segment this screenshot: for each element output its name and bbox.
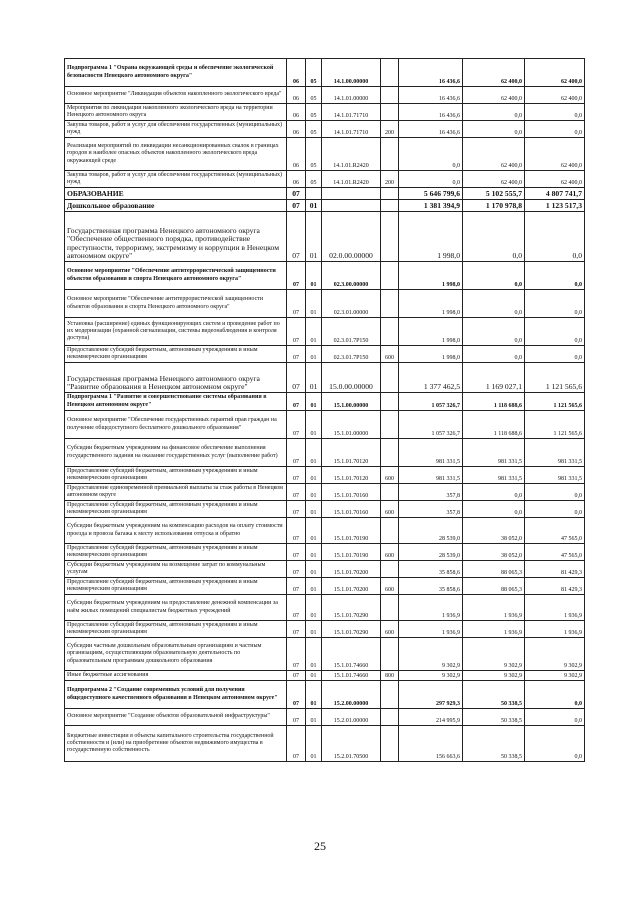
row-expense-type-code: 600 [381,578,399,595]
row-amount-year-2: 9 302,9 [463,638,525,671]
row-section-code: 06 [287,121,306,138]
table-row [65,318,585,346]
row-name: Иные бюджетные ассигнования [65,671,287,681]
table-row [65,87,585,104]
row-amount-year-2: 5 102 555,7 [463,188,525,200]
row-name: Мероприятия по ликвидации накопленного экологического вреда на территории Ненецкого автономного округа [65,104,287,121]
row-name: Субсидии бюджетным учреждениям на финансовое обеспечение выполнения государственного задания на оказание государственных услуг (выполнение работ) [65,439,287,467]
row-section-code: 07 [287,621,306,638]
row-expense-type-code [381,638,399,671]
row-amount-year-1: 357,8 [399,484,463,501]
row-name: Субсидии бюджетным учреждениям на предоставление денежной компенсации за наём жилых помещений специалистам бюджетных учреждений [65,595,287,621]
row-amount-year-2: 9 302,9 [463,671,525,681]
row-target-article-code: 15.1.01.70200 [322,578,381,595]
row-subsection-code: 01 [306,518,322,544]
row-section-code: 07 [287,467,306,484]
row-target-article-code: 15.2.01.00000 [322,709,381,726]
row-expense-type-code [381,439,399,467]
row-target-article-code [322,200,381,212]
table-row [65,393,585,411]
row-name: Предоставление субсидий бюджетным, автономным учреждениям и иным некоммерческим организациям [65,501,287,518]
row-amount-year-2: 38 052,0 [463,544,525,561]
row-amount-year-2: 62 400,0 [463,171,525,188]
row-amount-year-2: 0,0 [463,121,525,138]
row-subsection-code: 01 [306,200,322,212]
row-subsection-code: 01 [306,484,322,501]
row-amount-year-1: 1 057 326,7 [399,393,463,411]
row-subsection-code: 01 [306,544,322,561]
row-expense-type-code [381,726,399,762]
row-amount-year-3: 9 302,9 [525,671,585,681]
row-section-code: 07 [287,726,306,762]
row-target-article-code: 14.1.01.R2420 [322,171,381,188]
table-row [65,621,585,638]
row-amount-year-2: 50 338,5 [463,709,525,726]
row-target-article-code: 02.3.00.00000 [322,262,381,290]
row-amount-year-1: 297 929,3 [399,681,463,709]
row-amount-year-3: 9 302,9 [525,638,585,671]
row-expense-type-code: 600 [381,346,399,363]
table-row [65,439,585,467]
row-target-article-code: 15.1.01.70290 [322,621,381,638]
row-target-article-code [322,188,381,200]
table-row [65,411,585,439]
row-amount-year-1: 1 377 462,5 [399,363,463,393]
row-name: Основное мероприятие "Ликвидация объектов накопленного экологического вреда" [65,87,287,104]
row-target-article-code: 02.3.01.00000 [322,290,381,318]
row-name: Предоставление субсидий бюджетным, автономным учреждениям и иным некоммерческим организациям [65,544,287,561]
row-amount-year-1: 1 998,0 [399,346,463,363]
table-row [65,544,585,561]
row-amount-year-3: 0,0 [525,212,585,262]
row-amount-year-2: 1 936,9 [463,621,525,638]
row-target-article-code: 15.1.01.74660 [322,638,381,671]
row-section-code: 07 [287,595,306,621]
row-name: Предоставление субсидий бюджетным, автономным учреждениям и иным некоммерческим организациям [65,346,287,363]
row-amount-year-1: 1 998,0 [399,262,463,290]
row-amount-year-1: 1 936,9 [399,595,463,621]
row-amount-year-2: 0,0 [463,290,525,318]
row-amount-year-1: 1 998,0 [399,290,463,318]
row-name: Основное мероприятие "Обеспечение антитеррористической защищенности объектов образования и спорта Ненецкого автономного округа" [65,262,287,290]
row-amount-year-3: 0,0 [525,262,585,290]
row-amount-year-1: 9 302,9 [399,671,463,681]
row-subsection-code: 05 [306,87,322,104]
row-name: Бюджетные инвестиции в объекты капитального строительства государственной собственности и (или) на приобретение объектов недвижимого имущества в государственную собственность [65,726,287,762]
row-target-article-code: 14.1.00.00000 [322,59,381,87]
row-expense-type-code [381,290,399,318]
row-target-article-code: 15.0.00.00000 [322,363,381,393]
row-name: Подпрограмма 1 "Развитие и совершенствование системы образования в Ненецком автономном округе" [65,393,287,411]
row-amount-year-3: 981 331,5 [525,439,585,467]
row-target-article-code: 14.1.01.71710 [322,104,381,121]
row-section-code: 07 [287,212,306,262]
row-section-code: 06 [287,138,306,171]
row-amount-year-2: 0,0 [463,212,525,262]
row-amount-year-3: 981 331,5 [525,467,585,484]
table-row [65,121,585,138]
row-amount-year-3: 0,0 [525,484,585,501]
row-target-article-code: 15.1.01.70190 [322,544,381,561]
row-subsection-code: 01 [306,346,322,363]
row-amount-year-3: 0,0 [525,346,585,363]
budget-table-page [64,58,584,762]
row-amount-year-1: 16 436,6 [399,104,463,121]
row-target-article-code: 15.1.01.70120 [322,467,381,484]
table-row [65,171,585,188]
row-amount-year-2: 50 338,5 [463,681,525,709]
row-target-article-code: 02.3.01.7P150 [322,346,381,363]
table-row [65,484,585,501]
row-expense-type-code: 200 [381,121,399,138]
row-target-article-code: 02.0.00.00000 [322,212,381,262]
row-amount-year-2: 1 170 978,8 [463,200,525,212]
row-amount-year-1: 1 936,9 [399,621,463,638]
row-expense-type-code [381,59,399,87]
row-expense-type-code: 200 [381,171,399,188]
row-expense-type-code [381,393,399,411]
row-amount-year-3: 1 121 565,6 [525,393,585,411]
table-row [65,638,585,671]
row-expense-type-code [381,363,399,393]
table-row [65,518,585,544]
row-amount-year-1: 16 436,6 [399,87,463,104]
row-target-article-code: 14.1.01.71710 [322,121,381,138]
table-row [65,200,585,212]
row-amount-year-1: 35 858,6 [399,578,463,595]
row-amount-year-2: 88 065,3 [463,578,525,595]
row-name: ОБРАЗОВАНИЕ [65,188,287,200]
row-amount-year-2: 1 936,9 [463,595,525,621]
row-target-article-code: 14.1.01.00000 [322,87,381,104]
row-name: Дошкольное образование [65,200,287,212]
row-name: Основное мероприятие "Обеспечение антитеррористической защищенности объектов образования и спорта Ненецкого автономного округа" [65,290,287,318]
table-row [65,561,585,578]
row-section-code: 07 [287,709,306,726]
table-row [65,681,585,709]
row-subsection-code: 01 [306,393,322,411]
row-amount-year-2: 62 400,0 [463,87,525,104]
row-section-code: 07 [287,638,306,671]
row-amount-year-2: 0,0 [463,104,525,121]
row-expense-type-code [381,709,399,726]
row-section-code: 07 [287,501,306,518]
row-expense-type-code [381,212,399,262]
row-amount-year-1: 0,0 [399,171,463,188]
row-amount-year-1: 16 436,6 [399,121,463,138]
row-section-code: 07 [287,346,306,363]
row-subsection-code: 05 [306,121,322,138]
row-subsection-code: 01 [306,262,322,290]
row-amount-year-2: 50 338,5 [463,726,525,762]
row-name: Предоставление единовременной премиальной выплаты за стаж работы в Ненецком автономном округе [65,484,287,501]
row-amount-year-3: 0,0 [525,290,585,318]
row-name: Основное мероприятие "Создание объектов образовательной инфраструктуры" [65,709,287,726]
row-amount-year-1: 981 331,5 [399,439,463,467]
row-name: Основное мероприятие "Обеспечение государственных гарантий прав граждан на получение общедоступного бесплатного дошкольного образования" [65,411,287,439]
row-subsection-code: 01 [306,638,322,671]
row-subsection-code: 01 [306,363,322,393]
table-row [65,363,585,393]
row-amount-year-1: 35 858,6 [399,561,463,578]
row-expense-type-code: 600 [381,621,399,638]
row-amount-year-3: 47 565,0 [525,544,585,561]
table-row [65,104,585,121]
row-section-code: 06 [287,59,306,87]
row-expense-type-code: 800 [381,671,399,681]
row-amount-year-2: 0,0 [463,262,525,290]
row-subsection-code: 05 [306,104,322,121]
row-name: Государственная программа Ненецкого автономного округа "Развитие образования в Ненецком автономном округе" [65,363,287,393]
row-amount-year-1: 28 539,0 [399,544,463,561]
row-name: Закупка товаров, работ и услуг для обеспечения государственных (муниципальных) нужд [65,121,287,138]
row-section-code: 07 [287,393,306,411]
row-subsection-code: 01 [306,439,322,467]
row-target-article-code: 15.1.01.70160 [322,501,381,518]
row-subsection-code: 05 [306,171,322,188]
row-amount-year-2: 981 331,5 [463,439,525,467]
row-subsection-code: 01 [306,621,322,638]
row-subsection-code: 01 [306,212,322,262]
row-amount-year-3: 1 936,9 [525,595,585,621]
row-amount-year-2: 62 400,0 [463,59,525,87]
row-amount-year-3: 62 400,0 [525,59,585,87]
row-amount-year-2: 0,0 [463,484,525,501]
row-subsection-code: 01 [306,467,322,484]
row-amount-year-2: 0,0 [463,318,525,346]
budget-table [64,58,585,762]
row-amount-year-2: 981 331,5 [463,467,525,484]
row-name: Подпрограмма 2 "Создание современных условий для получения общедоступного качественного образования в Ненецком автономном округе" [65,681,287,709]
row-amount-year-3: 81 429,3 [525,578,585,595]
row-section-code: 07 [287,200,306,212]
row-section-code: 07 [287,188,306,200]
row-expense-type-code [381,561,399,578]
row-amount-year-3: 0,0 [525,501,585,518]
row-section-code: 07 [287,671,306,681]
row-expense-type-code [381,318,399,346]
row-expense-type-code [381,104,399,121]
table-row [65,290,585,318]
row-section-code: 07 [287,290,306,318]
row-target-article-code: 15.1.01.70200 [322,561,381,578]
row-subsection-code: 01 [306,726,322,762]
row-expense-type-code [381,595,399,621]
row-expense-type-code [381,411,399,439]
row-target-article-code: 15.1.00.00000 [322,393,381,411]
row-target-article-code: 15.1.01.74660 [322,671,381,681]
row-target-article-code: 15.1.01.70290 [322,595,381,621]
row-section-code: 07 [287,411,306,439]
row-section-code: 07 [287,439,306,467]
row-subsection-code: 01 [306,709,322,726]
row-amount-year-1: 28 539,0 [399,518,463,544]
row-amount-year-1: 1 998,0 [399,318,463,346]
row-section-code: 07 [287,544,306,561]
row-target-article-code: 02.3.01.7P150 [322,318,381,346]
row-section-code: 06 [287,171,306,188]
row-section-code: 07 [287,484,306,501]
row-subsection-code: 01 [306,290,322,318]
row-amount-year-3: 0,0 [525,681,585,709]
table-row [65,726,585,762]
row-amount-year-3: 62 400,0 [525,138,585,171]
table-row [65,262,585,290]
row-expense-type-code: 600 [381,501,399,518]
row-name: Предоставление субсидий бюджетным, автономным учреждениям и иным некоммерческим организациям [65,467,287,484]
row-subsection-code: 01 [306,561,322,578]
row-expense-type-code [381,262,399,290]
row-name: Субсидии частным дошкольным образовательным организациям и частным организациям, осуществляющим образовательную деятельность по образовательным программам дошкольного образования [65,638,287,671]
row-amount-year-3: 4 807 741,7 [525,188,585,200]
table-row [65,346,585,363]
row-subsection-code: 05 [306,59,322,87]
row-amount-year-1: 16 436,6 [399,59,463,87]
table-row [65,501,585,518]
row-expense-type-code: 600 [381,467,399,484]
row-amount-year-3: 81 429,3 [525,561,585,578]
row-amount-year-2: 0,0 [463,501,525,518]
row-amount-year-1: 1 381 394,9 [399,200,463,212]
row-expense-type-code [381,681,399,709]
table-row [65,709,585,726]
row-amount-year-1: 156 663,6 [399,726,463,762]
row-target-article-code: 15.1.01.70190 [322,518,381,544]
row-expense-type-code: 600 [381,544,399,561]
row-name: Государственная программа Ненецкого автономного округа "Обеспечение общественного порядка, противодействие преступности, терроризму, экстремизму и коррупции в Ненецком автономном округе" [65,212,287,262]
row-amount-year-3: 0,0 [525,121,585,138]
row-section-code: 06 [287,104,306,121]
table-row [65,59,585,87]
table-row [65,467,585,484]
row-name: Установка (расширение) единых функционирующих систем и проведение работ по их модернизации (охранной сигнализации, системы видеонаблюдения и контроля доступа) [65,318,287,346]
row-section-code: 07 [287,262,306,290]
row-name: Предоставление субсидий бюджетным, автономным учреждениям и иным некоммерческим организациям [65,578,287,595]
row-amount-year-3: 0,0 [525,726,585,762]
row-expense-type-code [381,518,399,544]
row-expense-type-code [381,484,399,501]
row-section-code: 07 [287,561,306,578]
row-amount-year-1: 5 646 799,6 [399,188,463,200]
row-target-article-code: 14.1.01.R2420 [322,138,381,171]
row-amount-year-3: 1 936,9 [525,621,585,638]
row-expense-type-code [381,138,399,171]
row-subsection-code [306,188,322,200]
row-name: Субсидии бюджетным учреждениям на компенсацию расходов на оплату стоимости проезда и провоза багажа к месту использования отпуска и обратно [65,518,287,544]
row-subsection-code: 01 [306,681,322,709]
row-amount-year-2: 1 118 688,6 [463,411,525,439]
row-section-code: 07 [287,681,306,709]
row-amount-year-1: 1 057 326,7 [399,411,463,439]
row-section-code: 07 [287,578,306,595]
row-section-code: 07 [287,318,306,346]
row-section-code: 06 [287,87,306,104]
page-number: 25 [314,839,326,853]
row-amount-year-2: 1 118 688,6 [463,393,525,411]
row-amount-year-3: 1 121 565,6 [525,363,585,393]
row-subsection-code: 05 [306,138,322,171]
row-amount-year-3: 0,0 [525,709,585,726]
row-target-article-code: 15.1.01.70160 [322,484,381,501]
row-expense-type-code [381,200,399,212]
row-expense-type-code [381,188,399,200]
row-subsection-code: 01 [306,501,322,518]
row-amount-year-1: 0,0 [399,138,463,171]
row-amount-year-1: 214 995,9 [399,709,463,726]
row-expense-type-code [381,87,399,104]
table-row [65,578,585,595]
row-amount-year-3: 62 400,0 [525,87,585,104]
table-row [65,138,585,171]
row-subsection-code: 01 [306,411,322,439]
row-subsection-code: 01 [306,595,322,621]
row-target-article-code: 15.2.01.70500 [322,726,381,762]
row-amount-year-3: 1 123 517,3 [525,200,585,212]
row-amount-year-2: 1 169 027,1 [463,363,525,393]
row-amount-year-3: 62 400,0 [525,171,585,188]
row-amount-year-1: 357,8 [399,501,463,518]
row-subsection-code: 01 [306,671,322,681]
row-target-article-code: 15.2.00.00000 [322,681,381,709]
table-row [65,188,585,200]
row-amount-year-3: 1 121 565,6 [525,411,585,439]
table-row [65,212,585,262]
row-amount-year-3: 47 565,0 [525,518,585,544]
row-amount-year-2: 38 052,0 [463,518,525,544]
row-amount-year-1: 9 302,9 [399,638,463,671]
row-section-code: 07 [287,363,306,393]
row-subsection-code: 01 [306,578,322,595]
row-target-article-code: 15.1.01.70120 [322,439,381,467]
row-amount-year-3: 0,0 [525,318,585,346]
row-name: Предоставление субсидий бюджетным, автономным учреждениям и иным некоммерческим организациям [65,621,287,638]
row-target-article-code: 15.1.01.00000 [322,411,381,439]
row-amount-year-1: 1 998,0 [399,212,463,262]
row-name: Закупка товаров, работ и услуг для обеспечения государственных (муниципальных) нужд [65,171,287,188]
row-amount-year-3: 0,0 [525,104,585,121]
row-amount-year-1: 981 331,5 [399,467,463,484]
row-name: Подпрограмма 1 "Охрана окружающей среды и обеспечение экологической безопасности Ненецкого автономного округа" [65,59,287,87]
row-name: Субсидии бюджетным учреждениям на возмещение затрат по коммунальным услугам [65,561,287,578]
row-amount-year-2: 88 065,3 [463,561,525,578]
row-section-code: 07 [287,518,306,544]
row-subsection-code: 01 [306,318,322,346]
row-name: Реализация мероприятий по ликвидации несанкционированных свалок в границах городов и наиболее опасных объектов накопленного экологического вреда окружающей среде [65,138,287,171]
row-amount-year-2: 0,0 [463,346,525,363]
row-amount-year-2: 62 400,0 [463,138,525,171]
table-row [65,595,585,621]
table-row [65,671,585,681]
